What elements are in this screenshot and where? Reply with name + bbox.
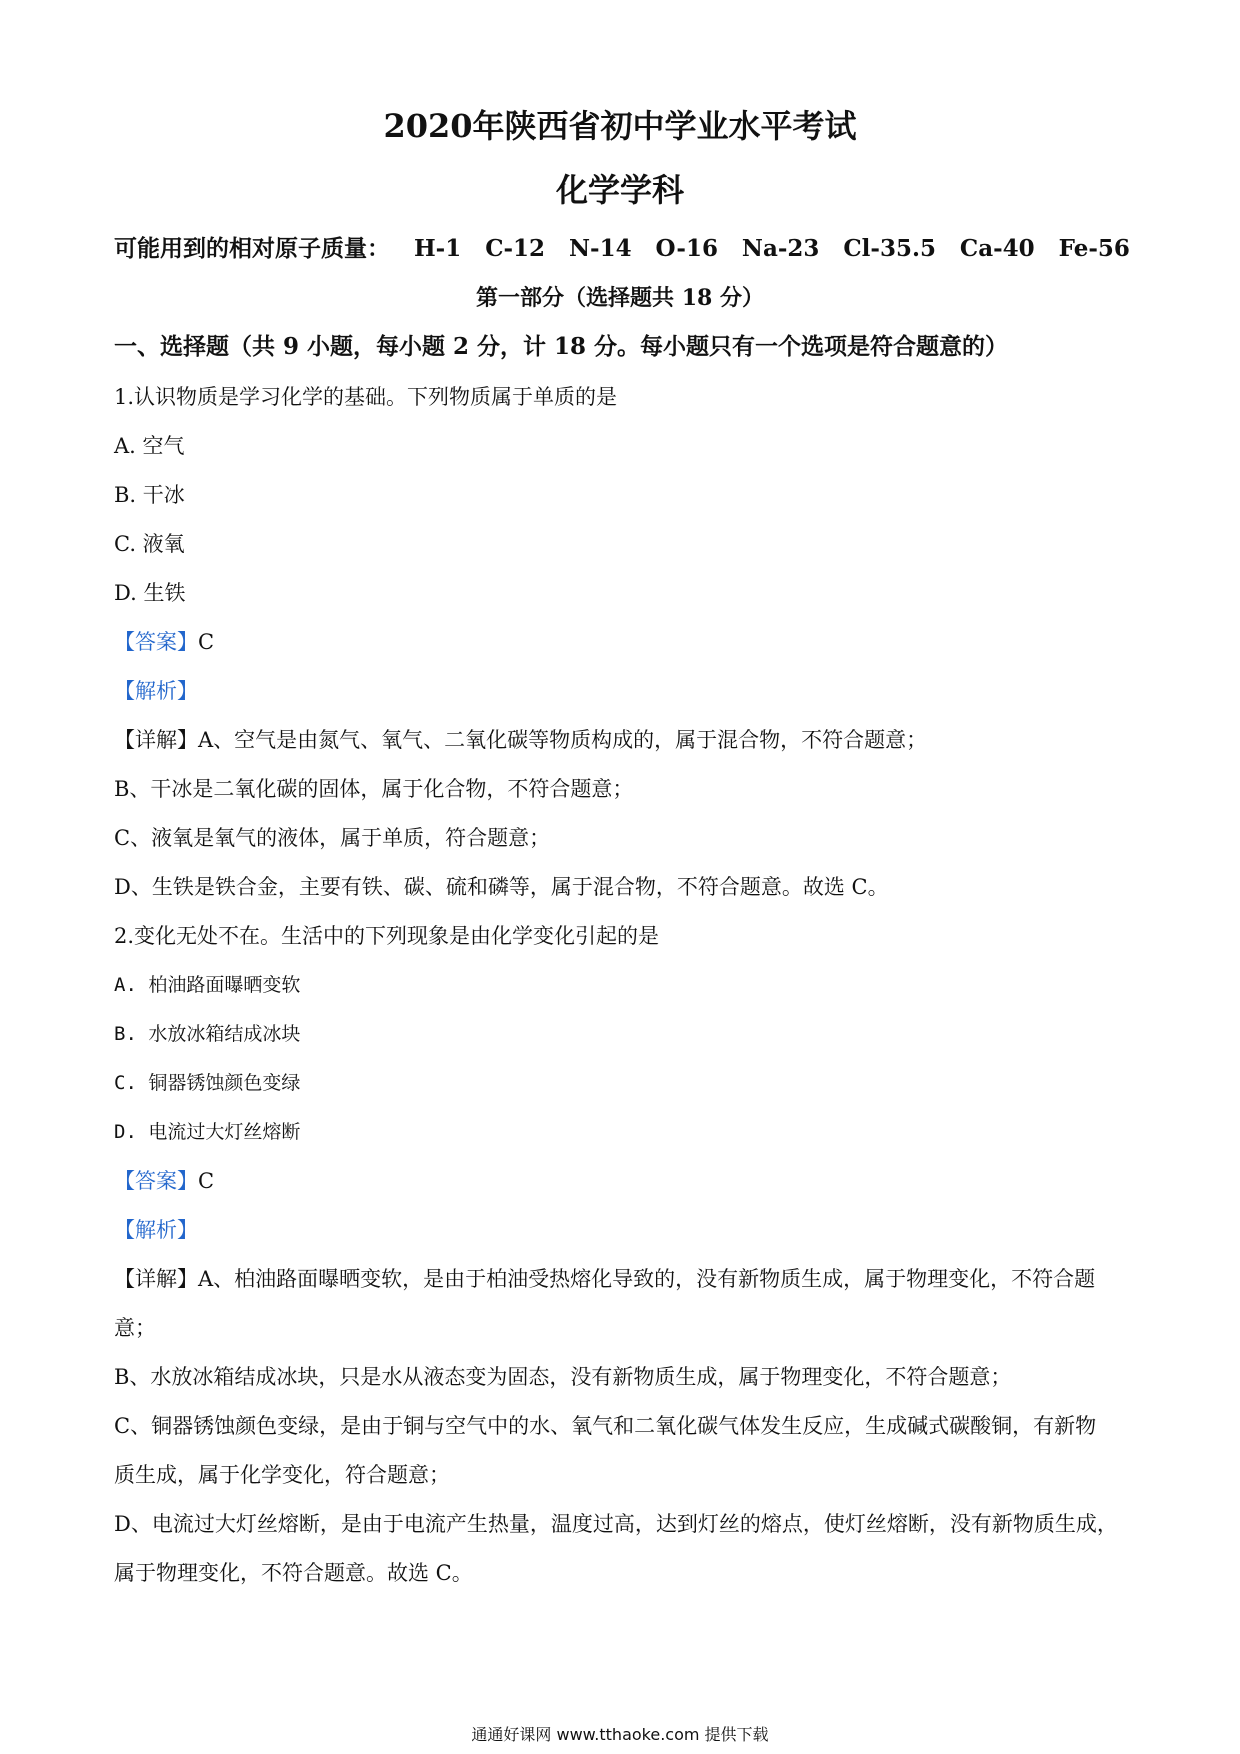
- option-b: B. 干冰: [114, 483, 185, 507]
- analysis-line: [114, 1215, 1130, 1245]
- detail-text: 意；: [114, 1316, 156, 1340]
- atomic-mass-item: N-14: [569, 235, 632, 262]
- option-d: D. 电流过大灯丝熔断: [114, 1121, 301, 1143]
- analysis-tag: 【解析】: [114, 1218, 198, 1242]
- atomic-mass-item: Na-23: [741, 235, 820, 262]
- option-a: A. 柏油路面曝晒变软: [114, 974, 301, 996]
- atomic-mass-item: Cl-35.5: [843, 235, 936, 262]
- detail-text: B、水放冰箱结成冰块，只是水从液态变为固态，没有新物质生成，属于物理变化，不符合题意；: [114, 1365, 1012, 1389]
- detail-text: B、干冰是二氧化碳的固体，属于化合物，不符合题意；: [114, 777, 634, 801]
- atomic-mass-item: Fe-56: [1058, 235, 1130, 262]
- detail-line: [114, 1264, 1130, 1294]
- exam-subject: 化学学科: [555, 171, 684, 209]
- question-stem: 1.认识物质是学习化学的基础。下列物质属于单质的是: [114, 385, 618, 409]
- detail-text: C、铜器锈蚀颜色变绿，是由于铜与空气中的水、氧气和二氧化碳气体发生反应，生成碱式碳酸铜，有新物: [114, 1414, 1097, 1438]
- detail-text: 属于物理变化，不符合题意。故选 C。: [114, 1561, 473, 1585]
- atomic-mass-item: C-12: [485, 235, 546, 262]
- atomic-mass-item: O-16: [655, 235, 718, 262]
- detail-text: D、生铁是铁合金，主要有铁、碳、硫和磷等，属于混合物，不符合题意。故选 C。: [114, 875, 889, 899]
- atomic-mass-item: Ca-40: [959, 235, 1035, 262]
- footer-source: 通通好课网 www.tthaoke.com 提供下载: [471, 1725, 769, 1744]
- detail-text: D、电流过大灯丝熔断，是由于电流产生热量，温度过高，达到灯丝的熔点，使灯丝熔断，没有新物质生成，: [114, 1512, 1118, 1536]
- atomic-masses: [114, 234, 1130, 264]
- detail-tag: 【详解】: [114, 728, 198, 752]
- option-c: C. 液氧: [114, 532, 185, 556]
- option-a: A. 空气: [114, 434, 185, 458]
- detail-tag: 【详解】: [114, 1267, 198, 1291]
- answer-line: [114, 627, 1130, 657]
- detail-line: [114, 725, 1130, 755]
- option-d: D. 生铁: [114, 581, 186, 605]
- detail-text: A、空气是由氮气、氧气、二氧化碳等物质构成的，属于混合物，不符合题意；: [198, 728, 928, 752]
- detail-text: 质生成，属于化学变化，符合题意；: [114, 1463, 450, 1487]
- answer-value: C: [198, 630, 215, 654]
- answer-line: [114, 1166, 1130, 1196]
- atomic-masses-label: 可能用到的相对原子质量：: [114, 235, 390, 262]
- answer-tag: 【答案】: [114, 630, 198, 654]
- atomic-mass-item: H-1: [413, 235, 462, 262]
- part-heading: 第一部分（选择题共 18 分）: [476, 285, 764, 311]
- analysis-line: [114, 676, 1130, 706]
- section-heading: 一、选择题（共 9 小题，每小题 2 分，计 18 分。每小题只有一个选项是符合题意的）: [114, 333, 1009, 360]
- answer-value: C: [198, 1169, 215, 1193]
- option-c: C. 铜器锈蚀颜色变绿: [114, 1072, 301, 1094]
- detail-text: C、液氧是氧气的液体，属于单质，符合题意；: [114, 826, 551, 850]
- option-b: B. 水放冰箱结成冰块: [114, 1023, 301, 1045]
- analysis-tag: 【解析】: [114, 679, 198, 703]
- question-stem: 2.变化无处不在。生活中的下列现象是由化学变化引起的是: [114, 924, 660, 948]
- detail-text: A、柏油路面曝晒变软，是由于柏油受热熔化导致的，没有新物质生成，属于物理变化，不符合题: [198, 1267, 1096, 1291]
- answer-tag: 【答案】: [114, 1169, 198, 1193]
- exam-title: 2020年陕西省初中学业水平考试: [383, 107, 857, 145]
